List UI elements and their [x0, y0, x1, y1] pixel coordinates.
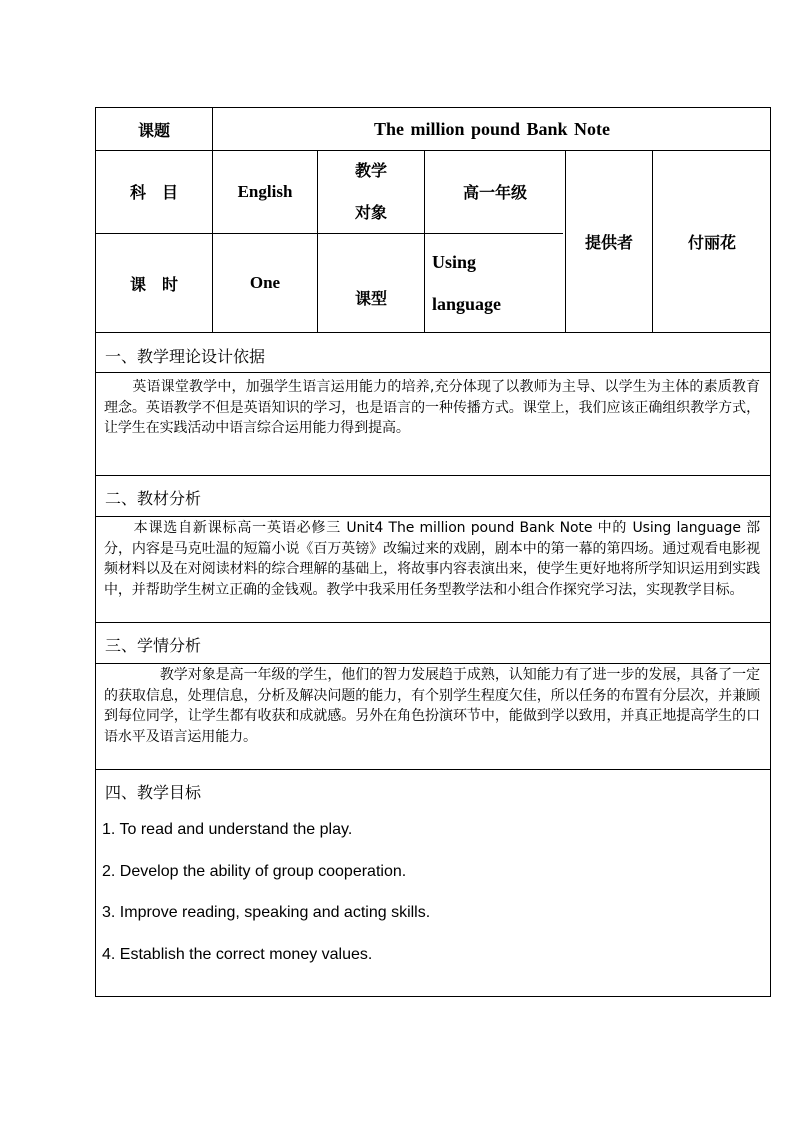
material-section-text: 本课选自新课标高一英语必修三 Unit4 The million pound Bank Note 中的 Using language 部分，内容是马克吐温的短篇小说《百万英镑》改编过来的戏剧，剧本中的第一幕的第四场。通过观看电影视频材料以及在对阅读材料的综合理解的基础上，将故事内容表演出来，使学生更好地将所学知识运用到实践中，并帮助学生树立正确的金钱观。教学中我采用任务型教学法和小组合作探究学习法，实现教学目标。 — [104, 520, 760, 598]
subject-value: English — [237, 181, 293, 201]
subject-label: 科 目 — [129, 183, 178, 202]
row-divider — [96, 663, 770, 664]
lesson-plan-table — [95, 107, 771, 997]
type-label: 课型 — [354, 289, 387, 308]
target-label-line-2: 对象 — [354, 202, 387, 222]
period-label: 课 时 — [129, 274, 178, 294]
theory-section-title: 一、教学理论设计依据 — [105, 347, 266, 366]
goal-item: 2. Develop the ability of group cooperation. — [102, 863, 407, 880]
goal-item: 3. Improve reading, speaking and acting skills. — [102, 904, 431, 921]
provider-label: 提供者 — [584, 232, 633, 252]
students-section-title: 三、学情分析 — [105, 636, 202, 655]
row-divider — [96, 516, 770, 517]
target-label-line-1: 教学 — [354, 160, 387, 180]
topic-value: The million pound Bank Note — [373, 118, 611, 139]
target-label — [318, 150, 424, 233]
type-value-line-1: Using — [432, 252, 477, 272]
period-value: One — [249, 273, 281, 292]
theory-section-text: 英语课堂教学中，加强学生语言运用能力的培养,充分体现了以教师为主导、以学生为主体的素质教育理念。英语教学不但是英语知识的学习，也是语言的一种传播方式。课堂上，我们应该正确组织教学方式，让学生在实践活动中语言综合运用能力得到提高。 — [104, 379, 760, 436]
goal-item: 1. To read and understand the play. — [102, 821, 353, 838]
row-divider — [96, 332, 770, 333]
row-divider — [96, 769, 770, 770]
topic-label: 课题 — [137, 120, 170, 140]
target-value: 高一年级 — [462, 183, 527, 202]
type-value-line-2: language — [432, 294, 502, 314]
type-value — [425, 234, 565, 332]
material-section-title: 二、教材分析 — [105, 489, 202, 508]
students-section-text: 教学对象是高一年级的学生，他们的智力发展趋于成熟，认知能力有了进一步的发展，具备了一定的获取信息，处理信息，分析及解决问题的能力，有个别学生程度欠佳，所以任务的布置有分层次，并兼顾到每位同学，让学生都有收获和成就感。另外在角色扮演环节中，能做到学以致用，并真正地提高学生的口语水平及语言运用能力。 — [104, 667, 760, 745]
goal-item: 4. Establish the correct money values. — [102, 946, 373, 963]
goals-section-title: 四、教学目标 — [105, 783, 202, 802]
row-divider — [96, 372, 770, 373]
row-divider — [96, 475, 770, 476]
provider-value: 付丽花 — [687, 232, 736, 252]
row-divider — [96, 622, 770, 623]
